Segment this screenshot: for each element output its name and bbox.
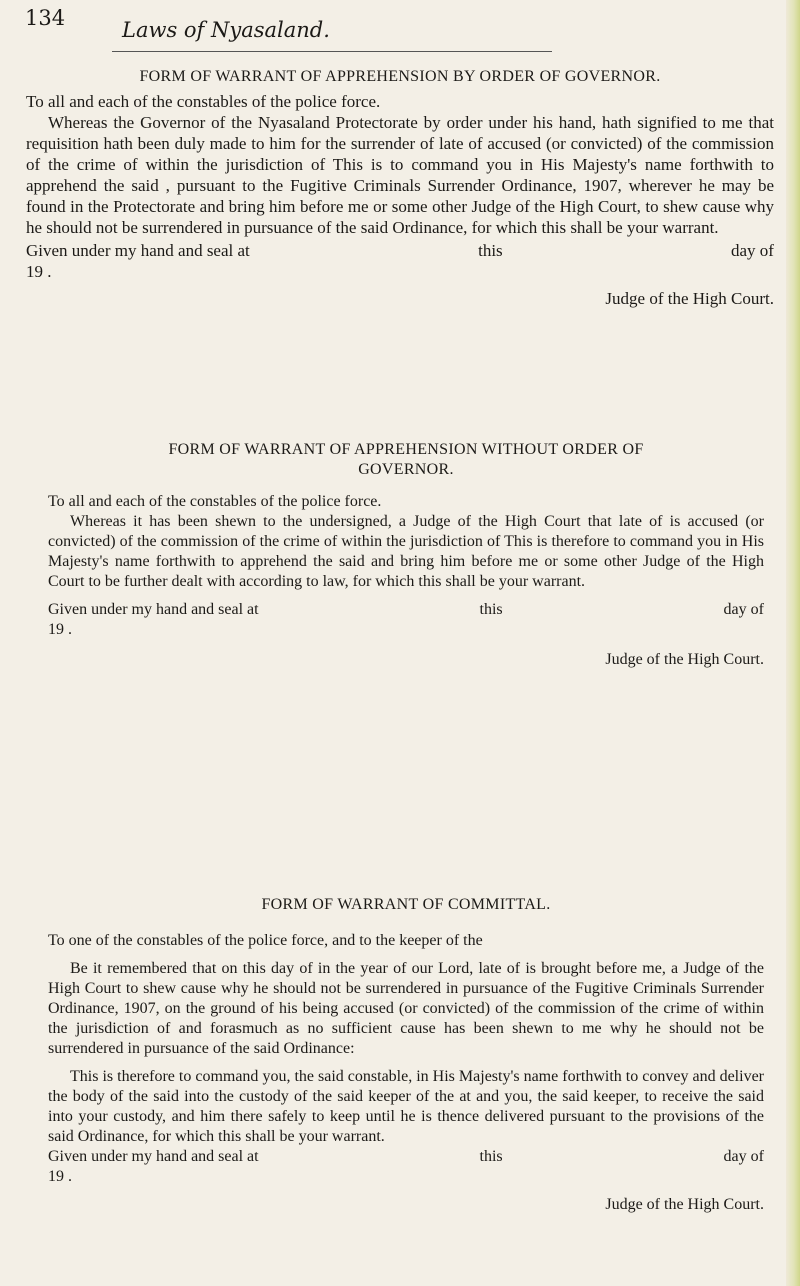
page-number: 134 [25,6,66,30]
given-line [26,240,774,261]
form-salutation: To all and each of the constables of the police force. [48,493,382,510]
form-title: FORM OF WARRANT OF APPREHENSION BY ORDER OF GOVERNOR. [139,68,661,85]
this-text: this [478,241,503,260]
signature-line: Judge of the High Court. [605,1196,764,1213]
this-text: this [479,601,503,618]
form-body: Whereas the Governor of the Nyasaland Protectorate by order under his hand, hath signified to me that requisition hath been duly made to him for the surrender of late of accused (or convicted) of the commission of the crime of within the jurisdiction of This is to command you in His Majesty's name forthwith to apprehend the said , pursuant to the Fugitive Criminals Surrender Ordinance, 1907, wherever he may be found in the Protectorate and bring him before me or some other Judge of the High Court, to shew cause why he should not be surrendered in pursuance of the said Ordinance, for which this shall be your warrant. [26,113,774,237]
signature-line: Judge of the High Court. [605,651,764,668]
form-salutation: To all and each of the constables of the police force. [26,92,381,111]
page-edge [786,0,800,1286]
form-committal [48,895,764,1215]
year-text: 19 . [26,262,52,281]
form-title-line1: FORM OF WARRANT OF APPREHENSION WITHOUT ORDER OF [168,441,644,458]
year-text: 19 . [48,621,72,638]
signature-line: Judge of the High Court. [605,289,774,308]
given-text: Given under my hand and seal at [48,601,259,618]
form-apprehension-without-order [48,440,764,670]
given-line [48,600,764,620]
form-paragraph-1: Be it remembered that on this day of in the year of our Lord, late of is brought before me, a Judge of the High Court to shew cause why he should not be surrendered in pursuance of the Fugitive Criminals Surrender Ordinance, 1907, on the ground of his being accused (or convicted) of the commission of the crime of within the jurisdiction of and forasmuch as no sufficient cause has been shewn to me why he should not be surrendered in pursuance of the said Ordinance: [48,960,764,1057]
given-line [48,1147,764,1167]
form-paragraph-2: This is therefore to command you, the said constable, in His Majesty's name forthwith to convey and deliver the body of the said into the custody of the said keeper of the at and you, the said keeper, to receive the said into your custody, and him there safely to keep until he is thence delivered pursuant to the provisions of the said Ordinance, for which this shall be your warrant. [48,1068,764,1145]
running-title: Laws of Nyasaland. [122,18,330,42]
form-apprehension-by-order [26,66,774,309]
day-of-text: day of [723,601,764,618]
day-of-text: day of [731,241,774,260]
form-title-line2: GOVERNOR. [358,461,454,478]
header-rule [112,51,552,52]
day-of-text: day of [723,1148,764,1165]
form-body: Whereas it has been shewn to the undersigned, a Judge of the High Court that late of is accused (or convicted) of the commission of the crime of within the jurisdiction of This is therefore to command you in His Majesty's name forthwith to apprehend the said and bring him before me or some other Judge of the High Court to be further dealt with according to law, for which this shall be your warrant. [48,513,764,590]
form-title: FORM OF WARRANT OF COMMITTAL. [261,896,551,913]
form-address: To one of the constables of the police force, and to the keeper of the [48,932,483,949]
given-text: Given under my hand and seal at [26,241,250,260]
given-text: Given under my hand and seal at [48,1148,259,1165]
year-text: 19 . [48,1168,72,1185]
this-text: this [479,1148,503,1165]
